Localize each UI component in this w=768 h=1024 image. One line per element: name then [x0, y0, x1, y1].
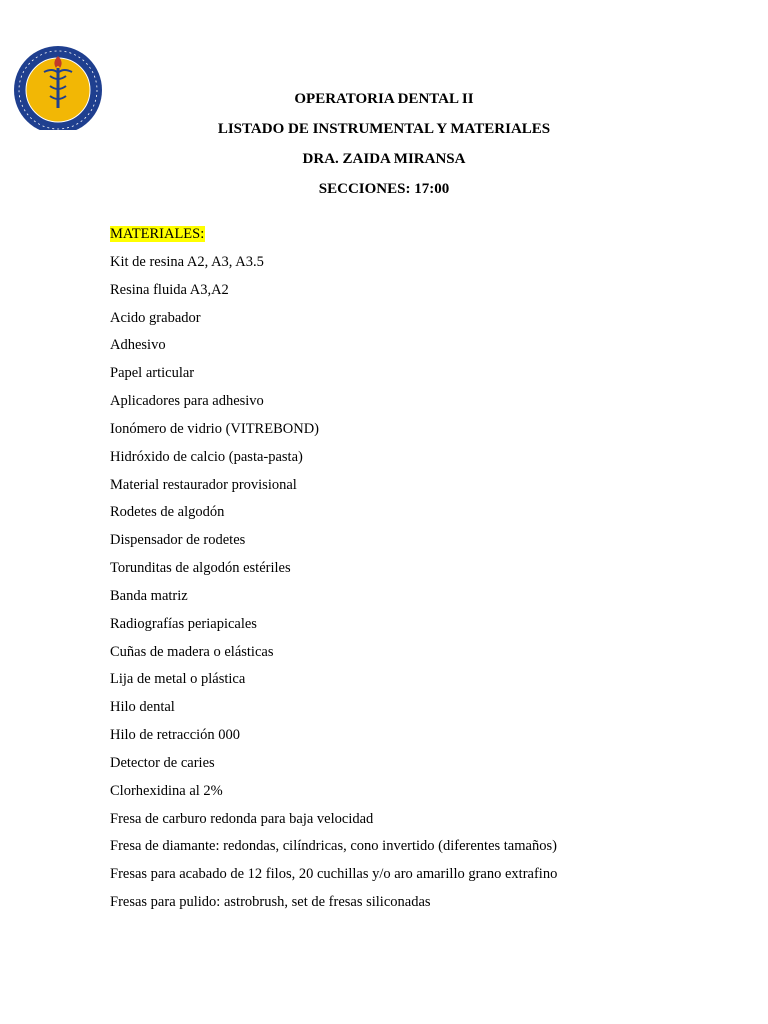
list-item: Adhesivo	[110, 337, 166, 354]
list-item: Fresas para pulido: astrobrush, set de fresas siliconadas	[110, 894, 431, 911]
materials-heading-text: MATERIALES:	[110, 226, 205, 242]
list-item: Aplicadores para adhesivo	[110, 393, 264, 410]
materials-heading	[110, 224, 205, 244]
list-title: LISTADO DE INSTRUMENTAL Y MATERIALES	[217, 121, 551, 137]
instructor-name: DRA. ZAIDA MIRANSA	[302, 151, 466, 167]
materials-list	[110, 251, 557, 919]
list-item: Rodetes de algodón	[110, 504, 225, 521]
list-item: Fresas para acabado de 12 filos, 20 cuchillas y/o aro amarillo grano extrafino	[110, 866, 558, 883]
section-time: SECCIONES: 17:00	[318, 181, 450, 197]
list-item: Fresa de diamante: redondas, cilíndricas, cono invertido (diferentes tamaños)	[110, 838, 557, 855]
list-item: Lija de metal o plástica	[110, 671, 246, 688]
list-item: Acido grabador	[110, 309, 201, 326]
list-item: Torunditas de algodón estériles	[110, 560, 291, 577]
document-header	[0, 84, 768, 204]
list-item: Cuñas de madera o elásticas	[110, 643, 274, 660]
list-item: Hilo de retracción 000	[110, 727, 241, 744]
list-item: Radiografías periapicales	[110, 615, 257, 632]
list-item: Dispensador de rodetes	[110, 532, 246, 549]
list-item: Hilo dental	[110, 699, 175, 716]
list-item: Detector de caries	[110, 754, 215, 771]
list-item: Hidróxido de calcio (pasta-pasta)	[110, 448, 303, 465]
list-item: Kit de resina A2, A3, A3.5	[110, 254, 264, 270]
list-item: Ionómero de vidrio (VITREBOND)	[110, 420, 319, 437]
list-item: Papel articular	[110, 365, 195, 382]
list-item: Material restaurador provisional	[110, 476, 297, 493]
list-item: Clorhexidina al 2%	[110, 782, 223, 799]
list-item: Resina fluida A3,A2	[110, 281, 229, 298]
list-item: Banda matriz	[110, 587, 188, 604]
course-title: OPERATORIA DENTAL II	[294, 91, 474, 107]
list-item: Fresa de carburo redonda para baja velocidad	[110, 810, 374, 827]
